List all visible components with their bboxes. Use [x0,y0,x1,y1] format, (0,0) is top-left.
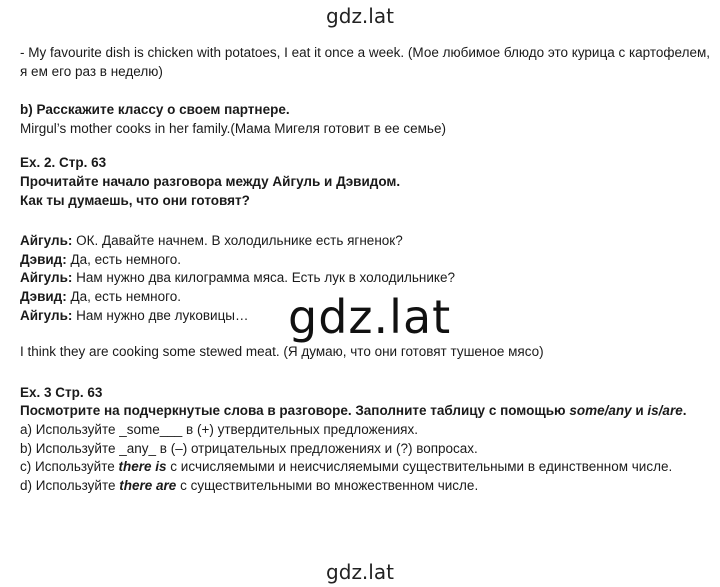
item-keyword: there is [118,459,167,475]
center-watermark: gdz.lat [288,290,452,344]
item-keyword: there are [119,477,177,493]
item-text: с исчисляемыми и неисчисляемыми существительными в единственном числе. [166,459,673,475]
ex2-task-line1: Прочитайте начало разговора между Айгуль и Дэвидом. [20,173,401,189]
ex3-item-a: a) Используйте _some___ в (+) утвердительных предложениях. [20,421,418,437]
header-watermark: gdz.lat [326,4,394,28]
document-body [20,44,710,495]
ex3-task-text: Посмотрите на подчеркнутые слова в разговоре. Заполните таблицу с помощью [20,403,570,419]
item-text: c) Используйте [20,459,119,475]
speaker-name: Дэвид: [20,251,67,267]
item-text: с существительными во множественном числе. [176,477,479,493]
ex3-task-and: и [631,403,648,419]
dialogue-text: Нам нужно две луковицы… [72,307,249,323]
ex3-task-is-are: is/are [647,403,683,419]
dialogue-text: ОК. Давайте начнем. В холодильнике есть ягненок? [72,233,403,249]
ex2-title: Ex. 2. Стр. 63 [20,155,107,171]
ex3-title: Ex. 3 Стр. 63 [20,384,103,400]
dialogue-text: Да, есть немного. [66,288,181,304]
footer-watermark: gdz.lat [326,560,394,584]
item-text: d) Используйте [20,477,120,493]
ex3-item-b: b) Используйте _any_ в (–) отрицательных предложениях и (?) вопросах. [20,440,478,456]
dialogue-line [20,269,710,288]
dialogue-line [20,251,710,270]
dialogue-line [20,232,710,251]
ex2-task-line2: Как ты думаешь, что они готовят? [20,192,250,208]
speaker-name: Айгуль: [20,270,73,286]
spacer [20,362,710,384]
dialogue-text: Нам нужно два килограмма мяса. Есть лук в холодильнике? [72,270,455,286]
spacer [20,210,710,232]
spacer [20,138,710,154]
ex3-task-some-any: some/any [569,403,632,419]
speaker-name: Дэвид: [20,288,67,304]
answer-line: - My favourite dish is chicken with potatoes, I eat it once a week. (Мое любимое блюдо это курица с картофелем, я ем его раз в неделю) [20,45,711,79]
ex3-task [20,402,710,421]
speaker-name: Айгуль: [20,307,73,323]
ex3-task-end: . [682,403,687,419]
spacer [20,81,710,101]
speaker-name: Айгуль: [20,233,73,249]
dialogue-text: Да, есть немного. [66,251,181,267]
ex3-item-d [20,477,710,496]
ex3-item-c [20,458,710,477]
ex2-answer: I think they are cooking some stewed meat. (Я думаю, что они готовят тушеное мясо) [20,344,544,360]
part-b-text: Mirgul’s mother cooks in her family.(Мама Мигеля готовит в ее семье) [20,120,446,136]
part-b-heading: b) Расскажите классу о своем партнере. [20,102,290,118]
